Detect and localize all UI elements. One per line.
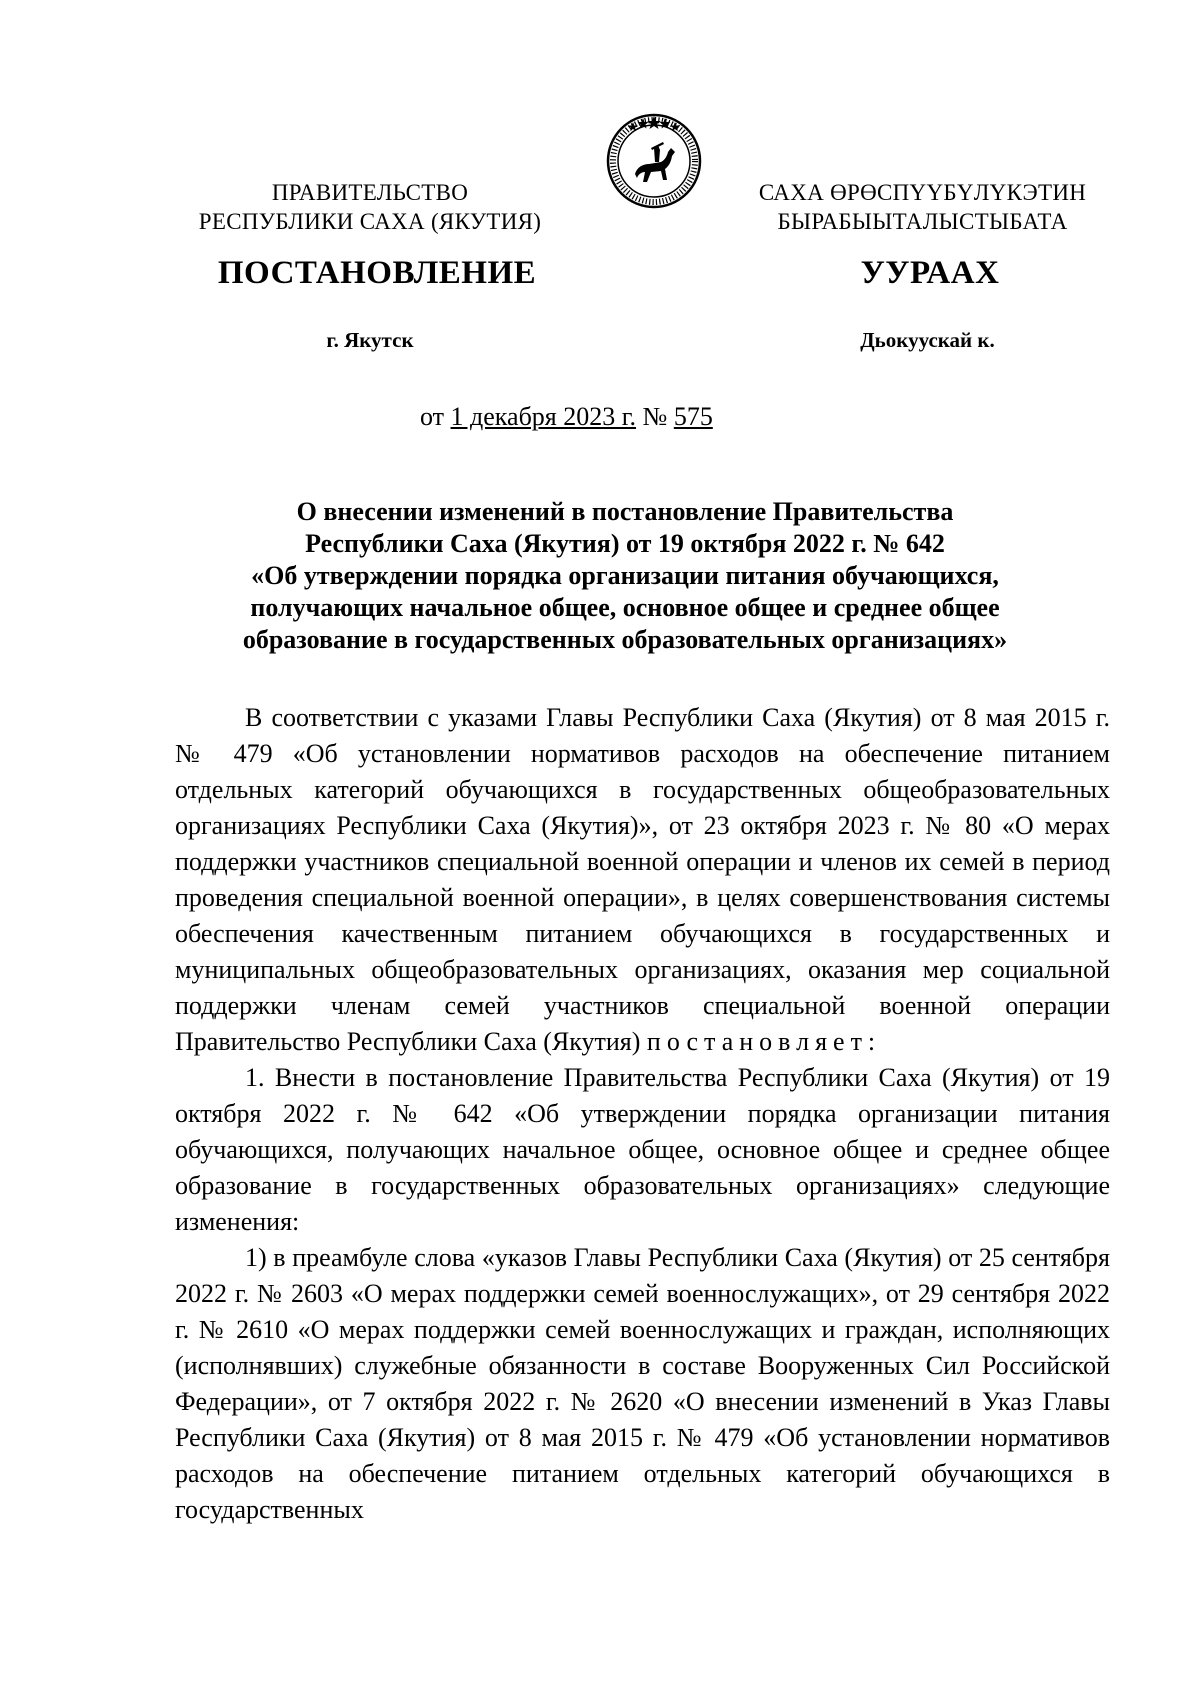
city-russian: г. Якутск [326, 328, 414, 352]
document-number: 575 [673, 402, 713, 431]
title-line1: О внесении изменений в постановление Правительства [296, 497, 954, 526]
org-name-russian-line1: ПРАВИТЕЛЬСТВО [271, 180, 469, 205]
document-date: 1 декабря 2023 г. [450, 402, 636, 431]
coat-of-arms-icon [605, 112, 703, 210]
document-body [175, 700, 1110, 1528]
org-name-sakha-line1: САХА ӨРӨСПҮҮБҮЛҮКЭТИН [758, 180, 1087, 205]
org-name-russian-line2: РЕСПУБЛИКИ САХА (ЯКУТИЯ) [198, 209, 542, 234]
date-prefix: от [420, 402, 445, 431]
org-name-sakha [735, 178, 1110, 236]
title-line5: образование в государственных образовательных организациях» [242, 625, 1008, 654]
resolves-verb: постановляет: [646, 1027, 882, 1056]
org-name-sakha-line2: БЫРАБЫЫТАЛЫСТЫБАТА [777, 209, 1068, 234]
document-date-line [420, 402, 820, 432]
body-paragraph-1-1: 1) в преамбуле слова «указов Главы Республики Саха (Якутия) от 25 сентября 2022 г. № 2603 «О мерах поддержки семей военнослужащих», от 29 сентября 2022 г. № 2610 «О мерах поддержки семей военнослужащих и граждан, исполняющих (исполнявших) служебные обязанности в составе Вооруженных Сил Российской Федерации», от 7 октября 2022 г. № 2620 «О внесении изменений в Указ Главы Республики Саха (Якутия) от 8 мая 2015 г. № 479 «Об установлении нормативов расходов на обеспечение питанием отдельных категорий обучающихся в государственных [175, 1243, 1110, 1524]
document-title [175, 496, 1075, 656]
number-prefix: № [642, 402, 668, 431]
org-name-russian [190, 178, 550, 236]
title-line2: Республики Саха (Якутия) от 19 октября 2022 г. № 642 [305, 529, 945, 558]
body-paragraph-preamble [175, 700, 1110, 1060]
title-line4: получающих начальное общее, основное общее и среднее общее [250, 593, 1000, 622]
doc-type-sakha: УУРААХ [860, 255, 1000, 291]
body-paragraph-1: 1. Внести в постановление Правительства Республики Саха (Якутия) от 19 октября 2022 г. № 642 «Об утверждении порядка организации питания обучающихся, получающих начальное общее, основное общее и среднее общее образование в государственных образовательных организациях» следующие изменения: [175, 1063, 1110, 1236]
city-sakha: Дьокуускай к. [860, 328, 995, 352]
doc-type-russian: ПОСТАНОВЛЕНИЕ [217, 255, 537, 291]
preamble-text: В соответствии с указами Главы Республики Саха (Якутия) от 8 мая 2015 г. № 479 «Об установлении нормативов расходов на обеспечение питанием отдельных категорий обучающихся в государственных общеобразовательных организациях Республики Саха (Якутия)», от 23 октября 2023 г. № 80 «О мерах поддержки участников специальной военной операции и членов их семей в период проведения специальной военной операции», в целях совершенствования системы обеспечения качественным питанием обучающихся в государственных и муниципальных общеобразовательных организациях, оказания мер социальной поддержки членам семей участников специальной военной операции Правительство Республики Саха (Якутия) [175, 703, 1110, 1056]
title-line3: «Об утверждении порядка организации питания обучающихся, [251, 561, 999, 590]
